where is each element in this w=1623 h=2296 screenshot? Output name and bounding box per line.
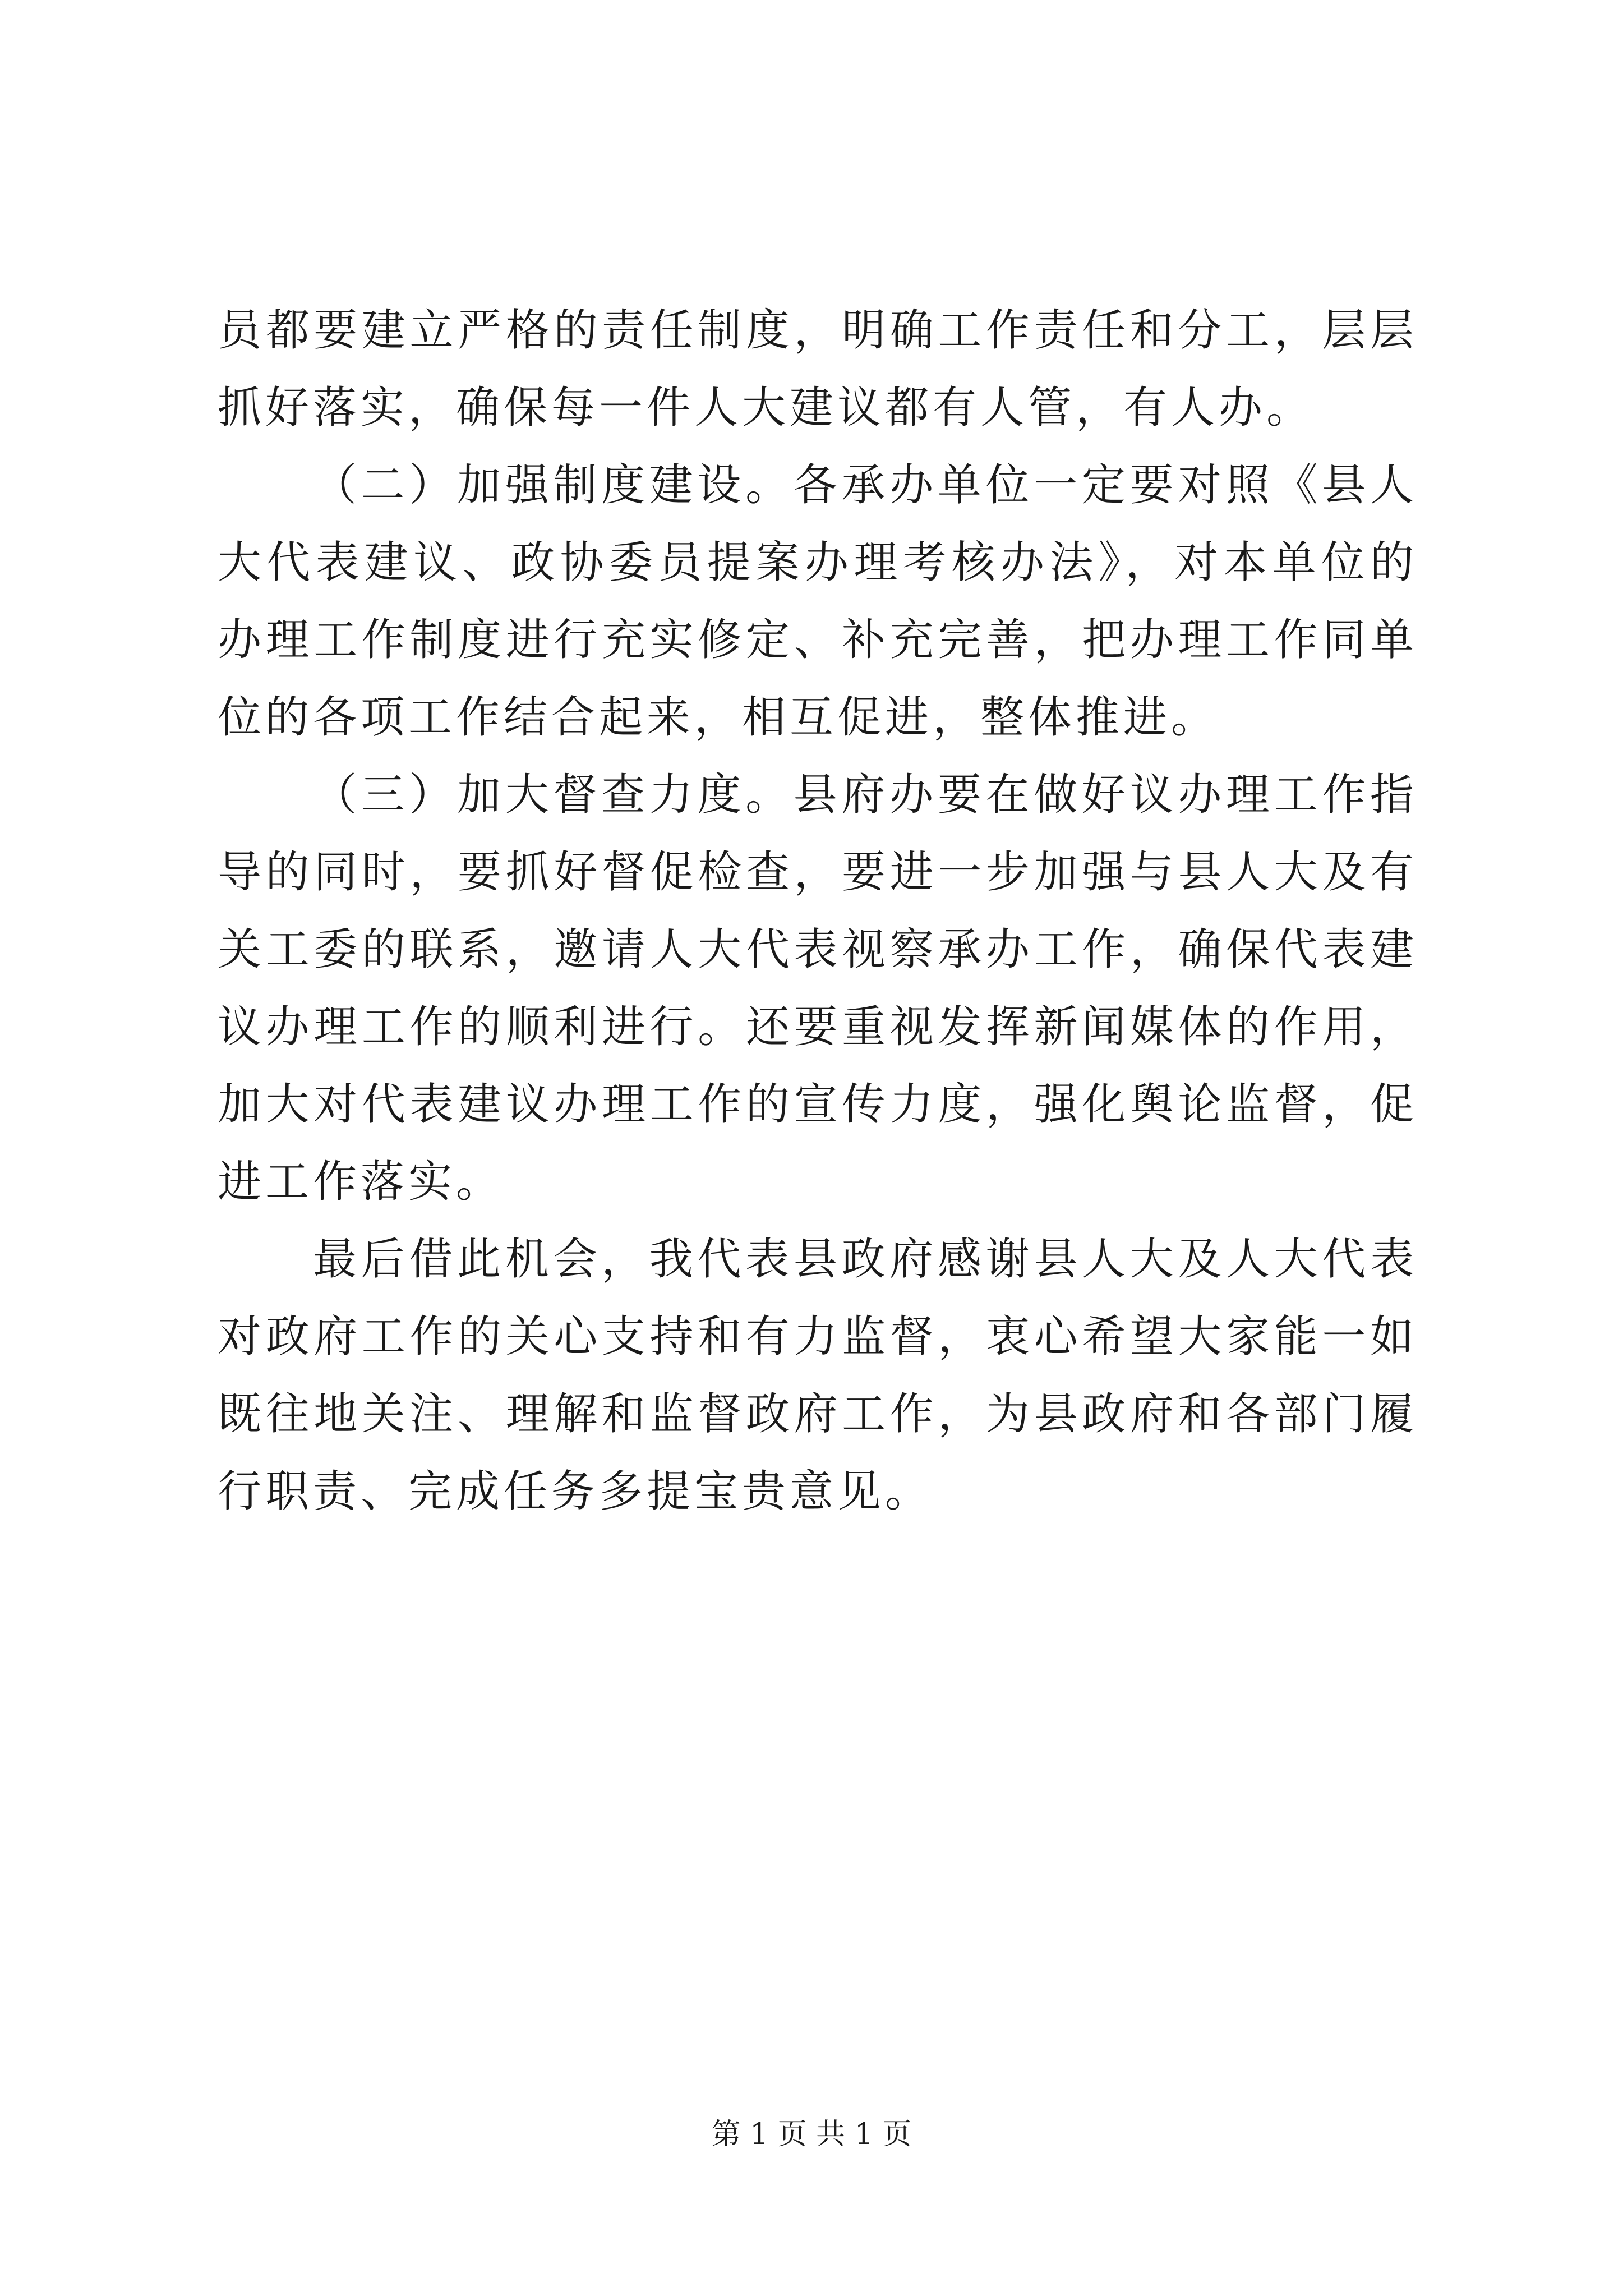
paragraph-continuation: 员都要建立严格的责任制度，明确工作责任和分工，层层抓好落实，确保每一件人大建议都有人管，有人办。 [218,305,1418,433]
paragraph-institution-building: （二）加强制度建设。各承办单位一定要对照《县人大代表建议、政协委员提案办理考核办法》，对本单位的办理工作制度进行充实修定、补充完善，把办理工作同单位的各项工作结合起来，相互促进，整体推进。 [218,460,1418,743]
paragraph-closing: 最后借此机会，我代表县政府感谢县人大及人大代表对政府工作的关心支持和有力监督，衷心希望大家能一如既往地关注、理解和监督政府工作，为县政府和各部门履行职责、完成任务多提宝贵意见。 [218,1234,1418,1517]
document-body [218,292,1418,1530]
page-number-footer: 第 1 页 共 1 页 [711,2118,912,2151]
paragraph-supervision: （三）加大督查力度。县府办要在做好议办理工作指导的同时，要抓好督促检查，要进一步加强与县人大及有关工委的联系，邀请人大代表视察承办工作，确保代表建议办理工作的顺利进行。还要重视发挥新闻媒体的作用，加大对代表建议办理工作的宣传力度，强化舆论监督，促进工作落实。 [218,770,1418,1207]
